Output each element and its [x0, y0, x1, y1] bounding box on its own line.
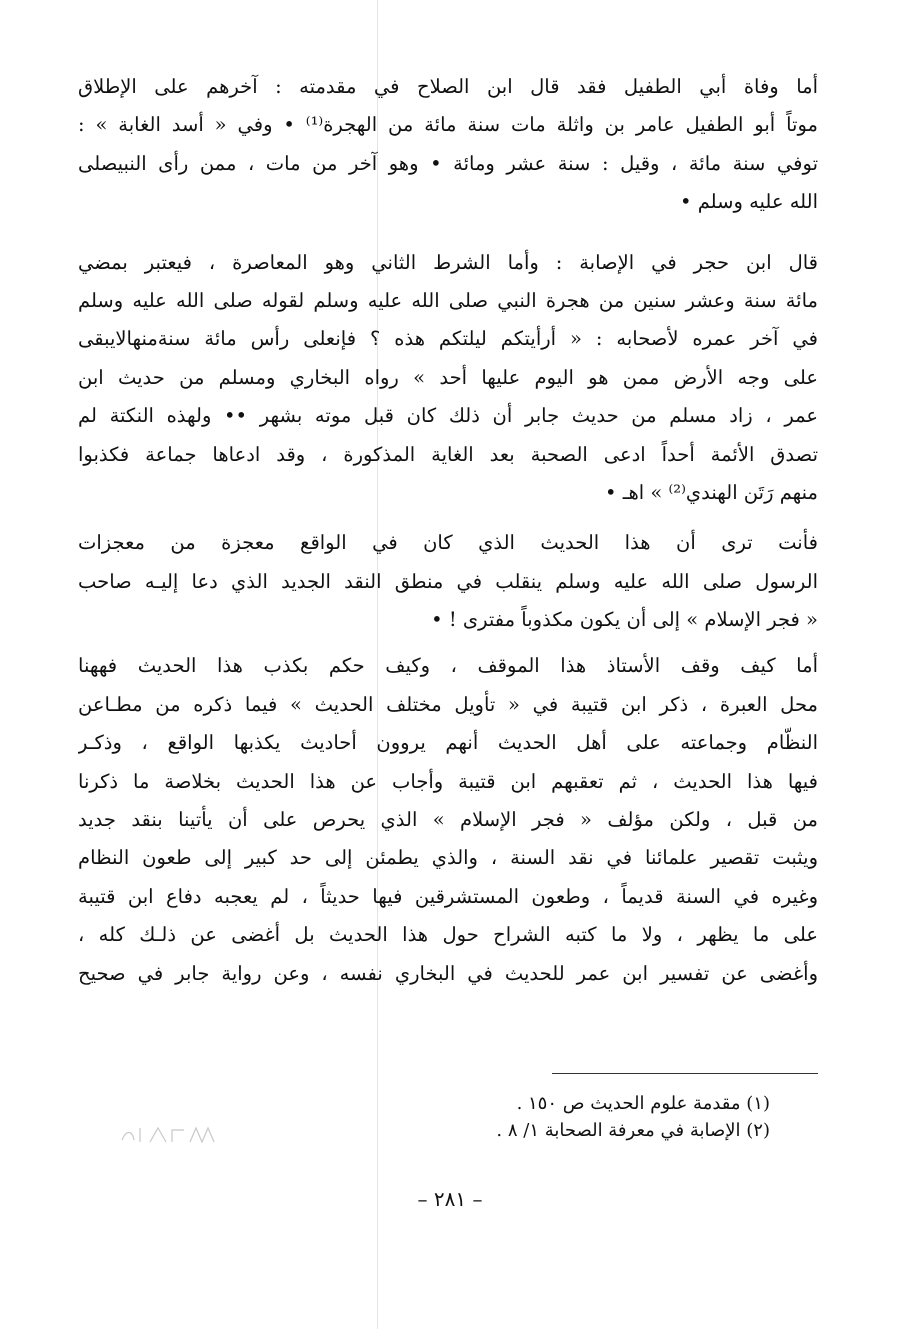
text-line: على وجه الأرض ممن هو اليوم عليها أحد » رواه البخاري ومسلم من حديث ابن — [78, 365, 818, 389]
paragraph-3 — [78, 524, 818, 639]
text-line: تصدق الأئمة أحداً ادعى الصحبة بعد الغاية المذكورة ، وقد ادعاها جماعة فكذبوا — [78, 442, 818, 466]
text-line: فيها هذا الحديث ، ثم تعقبهم ابن قتيبة وأجاب عن هذا الحديث بخلاصة ما ذكرنا — [78, 769, 818, 793]
text-line: ويثبت تقصير علمائنا في نقد السنة ، والذي يطمئن إلى حد كبير إلى طعون النظام — [78, 846, 818, 870]
text-line: في آخر عمره لأصحابه : « أرأيتكم ليلتكم هذه ؟ فإنعلى رأس مائة سنةمنهالايبقى — [78, 327, 818, 351]
text-line: قال ابن حجر في الإصابة : وأما الشرط الثاني وهو المعاصرة ، فيعتبر بمضي — [78, 250, 818, 274]
text-line: وأغضى عن تفسير ابن عمر للحديث في البخاري نفسه ، وعن رواية جابر في صحيح — [78, 961, 818, 985]
text-line: مائة سنة وعشر سنين من هجرة النبي صلى الله عليه وسلم لقوله صلى الله عليه وسلم — [78, 288, 818, 312]
text-line: « فجر الإسلام » إلى أن يكون مكذوباً مفترى ! • — [431, 608, 818, 632]
text-line: أما كيف وقف الأستاذ هذا الموقف ، وكيف حكم بكذب هذا الحديث فههنا — [78, 654, 818, 678]
text-line: الله عليه وسلم • — [680, 190, 818, 214]
page-number: – ٢٨١ – — [417, 1187, 483, 1211]
footnote-divider — [552, 1073, 818, 1074]
footnote-1: (١) مقدمة علوم الحديث ص ١٥٠ . — [516, 1093, 770, 1114]
main-text — [78, 68, 818, 993]
footnotes — [400, 1090, 770, 1144]
text-line: الرسول صلى الله عليه وسلم ينقلب في منطق النقد الجديد الذي دعا إليـه صاحب — [78, 569, 818, 593]
text-line: موتاً أبو الطفيل عامر بن واثلة مات سنة مائة من الهجرة⁽¹⁾ • وفي « أسد الغابة » : — [78, 113, 818, 137]
faint-stamp-mark — [118, 1124, 222, 1146]
text-line: وغيره في السنة قديماً ، وطعون المستشرقين فيها حديثاً ، لم يعجبه دفاع ابن قتيبة — [78, 884, 818, 908]
text-line: فأنت ترى أن هذا الحديث الذي كان في الواقع معجزة من معجزات — [78, 531, 818, 555]
text-line: عمر ، زاد مسلم من حديث جابر أن ذلك كان قبل موته بشهر •• ولهذه النكتة لم — [78, 404, 818, 428]
text-line: توفي سنة مائة ، وقيل : سنة عشر ومائة • وهو آخر من مات ، ممن رأى النبيصلى — [78, 151, 818, 175]
paragraph-1 — [78, 68, 818, 222]
text-line: النظّام وجماعته على أهل الحديث أنهم يروون أحاديث يكذبها الواقع ، وذكـر — [78, 731, 818, 755]
text-line: على ما يظهر ، ولا ما كتبه الشراح حول هذا الحديث بل أغضى عن ذلـك كله ، — [78, 923, 818, 947]
text-line: منهم رَتَن الهندي⁽²⁾ » اهـ • — [605, 480, 818, 504]
paragraph-2 — [78, 244, 818, 513]
text-line: محل العبرة ، ذكر ابن قتيبة في « تأويل مختلف الحديث » فيما ذكره من مطـاعن — [78, 692, 818, 716]
text-line: أما وفاة أبي الطفيل فقد قال ابن الصلاح في مقدمته : آخرهم على الإطلاق — [78, 75, 818, 98]
paragraph-4 — [78, 647, 818, 993]
text-line: من قبل ، ولكن مؤلف « فجر الإسلام » الذي يحرص على أن يأتينا بنقد جديد — [78, 808, 818, 832]
footnote-2: (٢) الإصابة في معرفة الصحابة ١/ ٨ . — [496, 1120, 770, 1141]
